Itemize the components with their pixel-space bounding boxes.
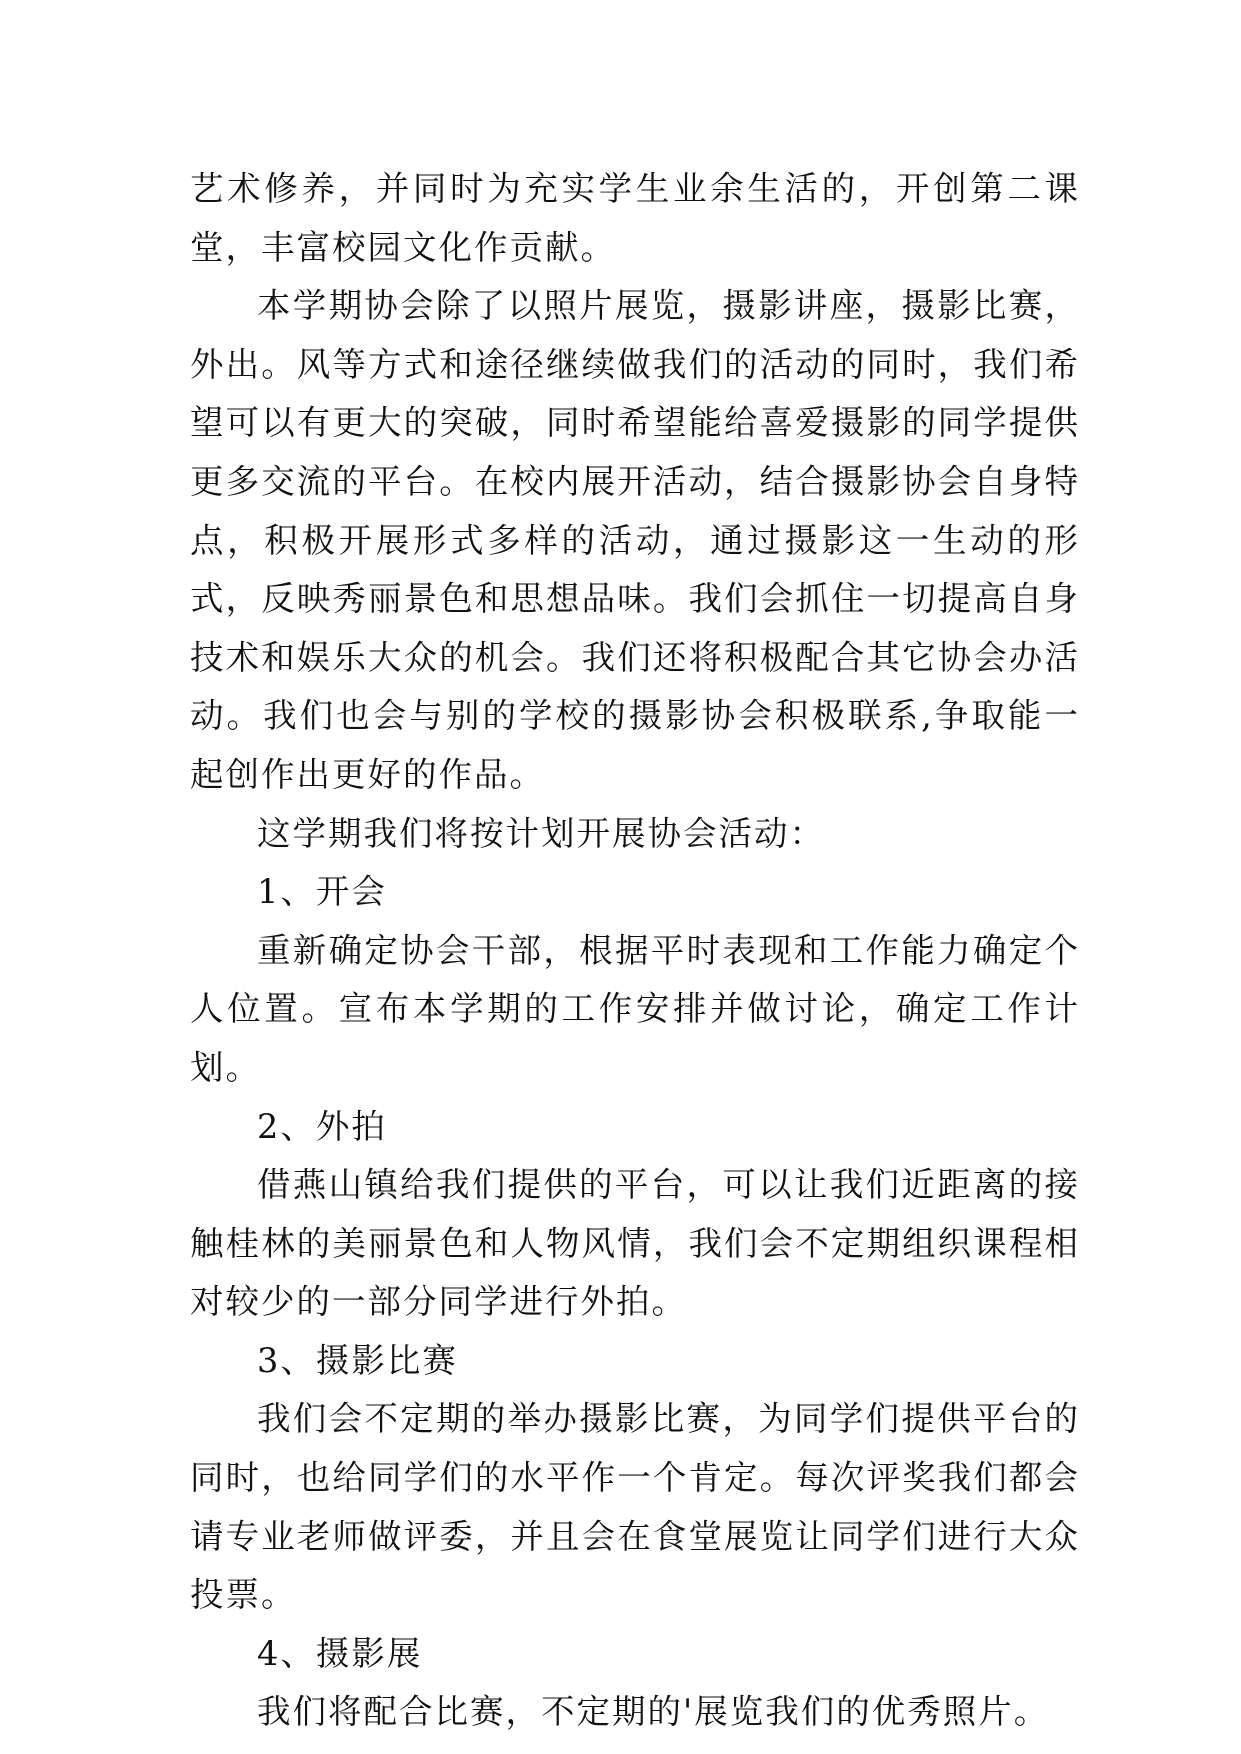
heading-outdoor-shoot: 2、外拍 — [257, 1106, 387, 1146]
paragraph-photo-contest: 我们会不定期的举办摄影比赛，为同学们提供平台的同时，也给同学们的水平作一个肯定。每次评奖我们都会请专业老师做评委，并且会在食堂展览让同学们进行大众投票。 — [190, 1399, 1080, 1615]
heading-photo-contest: 3、摄影比赛 — [257, 1340, 458, 1380]
paragraph-continuation: 艺术修养，并同时为充实学生业余生活的，开创第二课堂，丰富校园文化作贡献。 — [190, 169, 1080, 267]
heading-meeting: 1、开会 — [257, 872, 387, 912]
heading-photo-exhibition: 4、摄影展 — [257, 1633, 423, 1673]
paragraph-activities-intro: 这学期我们将按计划开展协会活动： — [257, 813, 825, 853]
paragraph-plan-overview: 本学期协会除了以照片展览，摄影讲座，摄影比赛，外出。风等方式和途径继续做我们的活动的同时，我们希望可以有更大的突破，同时希望能给喜爱摄影的同学提供更多交流的平台。在校内展开活动，结合摄影协会自身特点，积极开展形式多样的活动，通过摄影这一生动的形式，反映秀丽景色和思想品味。我们会抓住一切提高自身技术和娱乐大众的机会。我们还将积极配合其它协会办活动。我们也会与别的学校的摄影协会积极联系,争取能一起创作出更好的作品。 — [190, 286, 1080, 794]
paragraph-outdoor-shoot: 借燕山镇给我们提供的平台，可以让我们近距离的接触桂林的美丽景色和人物风情，我们会不定期组织课程相对较少的一部分同学进行外拍。 — [190, 1165, 1080, 1322]
paragraph-photo-exhibition: 我们将配合比赛，不定期的'展览我们的优秀照片。 — [257, 1692, 1050, 1732]
paragraph-meeting: 重新确定协会干部，根据平时表现和工作能力确定个人位置。宣布本学期的工作安排并做讨论，确定工作计划。 — [190, 930, 1080, 1087]
document-body — [190, 160, 1080, 1742]
